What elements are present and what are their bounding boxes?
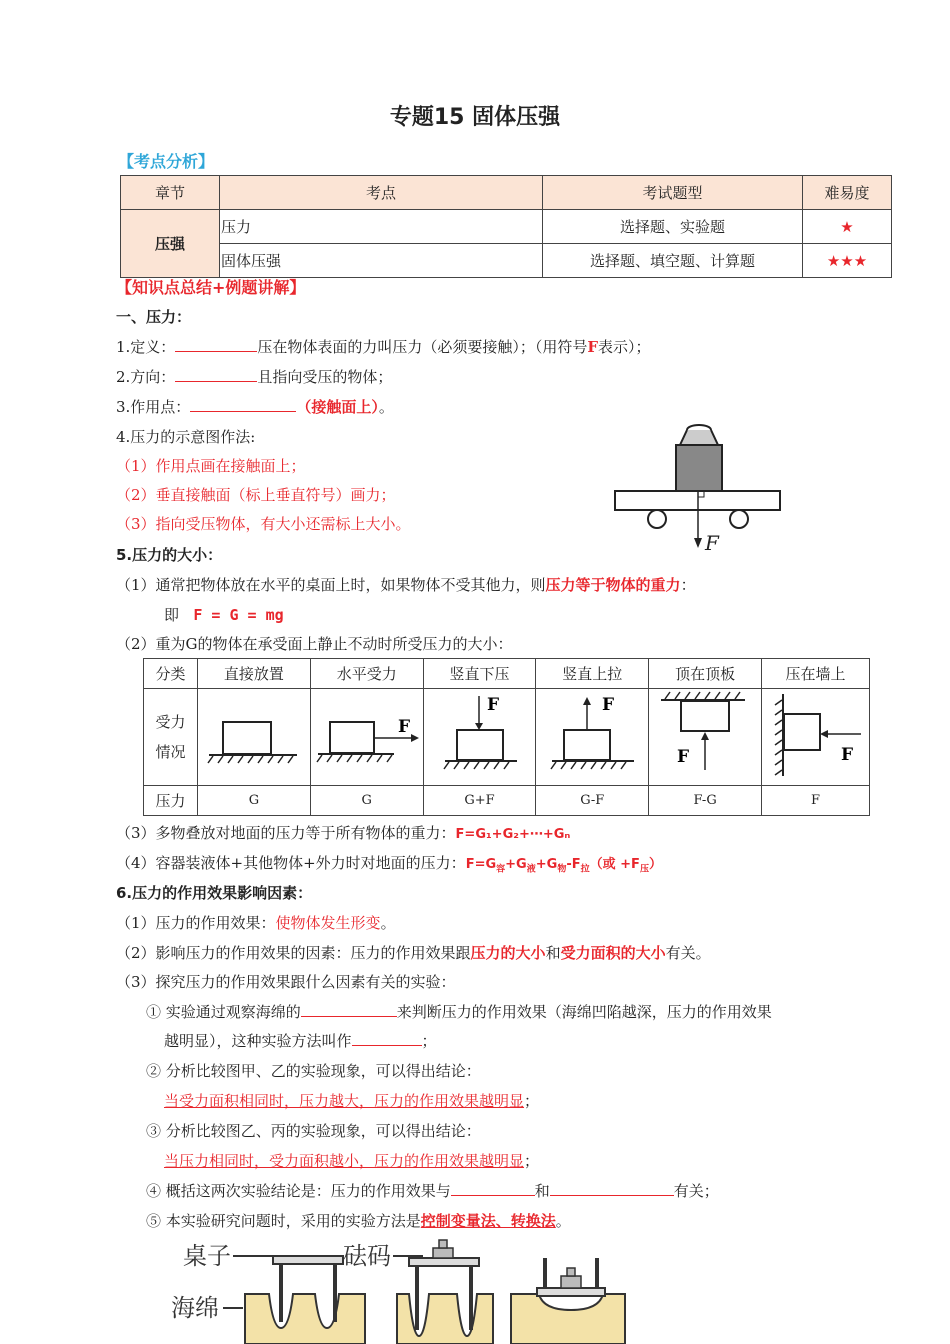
s5-1-answer: 压力等于物体的重力 bbox=[545, 576, 681, 594]
blank bbox=[550, 1181, 674, 1196]
e1-end: ； bbox=[421, 1032, 437, 1050]
difficulty-cell: ★★★ bbox=[803, 244, 892, 278]
difficulty-cell: ★ bbox=[803, 210, 892, 244]
point-answer: （接触面上） bbox=[296, 398, 379, 416]
force-label: F bbox=[705, 531, 719, 555]
analysis-row bbox=[121, 210, 892, 244]
s5-1-end: ： bbox=[680, 576, 696, 594]
e3-end: ； bbox=[524, 1152, 540, 1170]
s6-1-text: （1）压力的作用效果： bbox=[116, 914, 276, 932]
header-difficulty: 难易度 bbox=[803, 176, 892, 210]
e2-end: ； bbox=[524, 1092, 540, 1110]
direct-place-figure bbox=[201, 690, 306, 780]
s6-2-text: （2）影响压力的作用效果的因素：压力的作用效果跟 bbox=[116, 944, 471, 962]
blank bbox=[301, 1002, 397, 1017]
f: -F bbox=[566, 857, 581, 872]
analysis-heading: 【考点分析】 bbox=[118, 152, 215, 171]
exp-q2: ② 分析比较图甲、乙的实验现象，可以得出结论： bbox=[146, 1062, 481, 1080]
experiment-figure bbox=[165, 1236, 640, 1344]
point-cell: 压力 bbox=[220, 210, 543, 244]
types-cell: 选择题、实验题 bbox=[543, 210, 803, 244]
force-table bbox=[143, 658, 870, 816]
step-3: （3）指向受压物体，有大小还需标上大小。 bbox=[116, 515, 411, 533]
point-cell: 固体压强 bbox=[220, 244, 543, 278]
row-label: 分类 bbox=[144, 659, 198, 689]
container-line bbox=[116, 852, 662, 875]
s6-2-mid: 和 bbox=[545, 944, 561, 962]
step-2: （2）垂直接触面（标上垂直符号）画力； bbox=[116, 486, 396, 504]
knowledge-heading: 【知识点总结+例题讲解】 bbox=[116, 278, 306, 297]
exp-q5 bbox=[146, 1210, 571, 1231]
e4-text: ④ 概括这两次实验结论是：压力的作用效果与 bbox=[146, 1182, 451, 1200]
row-label: 压力 bbox=[144, 786, 198, 816]
s6-1-end: 。 bbox=[380, 914, 396, 932]
case-name: 压在墙上 bbox=[762, 659, 870, 689]
header-chapter: 章节 bbox=[121, 176, 220, 210]
exp-q2-answer-line bbox=[164, 1090, 539, 1111]
def-end: 表示）； bbox=[597, 338, 651, 356]
formula: F = G = mg bbox=[193, 606, 284, 624]
f: 容 bbox=[496, 864, 506, 875]
pressure-value: F-G bbox=[649, 786, 762, 816]
step-1: （1）作用点画在接触面上； bbox=[116, 457, 306, 475]
header-types: 考试题型 bbox=[543, 176, 803, 210]
f: F=G bbox=[465, 857, 497, 872]
case-header-row bbox=[144, 659, 870, 689]
e1-text: ① 实验通过观察海绵的 bbox=[146, 1003, 301, 1021]
blank bbox=[175, 337, 257, 352]
magnitude-line-1 bbox=[116, 574, 696, 595]
case-figure bbox=[649, 689, 762, 786]
pressure-value: G+F bbox=[423, 786, 536, 816]
dir-prefix: 2.方向： bbox=[116, 368, 176, 386]
analysis-header-row bbox=[121, 176, 892, 210]
weight-label: 砝码 bbox=[343, 1242, 391, 1270]
heading-pressure: 一、压力： bbox=[116, 308, 192, 326]
exp-q3: ③ 分析比较图乙、丙的实验现象，可以得出结论： bbox=[146, 1122, 481, 1140]
case-name: 竖直上拉 bbox=[536, 659, 649, 689]
pressure-diagram bbox=[612, 420, 787, 555]
magnitude-line-2: （2）重为G的物体在承受面上静止不动时所受压力的大小： bbox=[116, 635, 513, 653]
case-figure bbox=[536, 689, 649, 786]
case-figure-row bbox=[144, 689, 870, 786]
def-prefix: 1.定义： bbox=[116, 338, 176, 356]
e5-text: ⑤ 本实验研究问题时，采用的实验方法是 bbox=[146, 1212, 421, 1230]
wall-figure bbox=[763, 690, 868, 780]
s6-2-end: 有关。 bbox=[665, 944, 711, 962]
heading-effect: 6.压力的作用效果影响因素： bbox=[116, 884, 313, 902]
force-letter: F bbox=[486, 695, 500, 715]
s5-4-text: （4）容器装液体+其他物体+外力时对地面的压力： bbox=[116, 854, 466, 872]
pressure-value: G bbox=[198, 786, 311, 816]
label-part: 情况 bbox=[155, 743, 186, 761]
force-letter: F bbox=[601, 695, 614, 715]
e4-mid: 和 bbox=[534, 1182, 550, 1200]
e4-end: 有关； bbox=[673, 1182, 719, 1200]
e2-answer: 当受力面积相同时，压力越大，压力的作用效果越明显 bbox=[164, 1092, 525, 1110]
blank bbox=[451, 1181, 535, 1196]
blank bbox=[352, 1031, 422, 1046]
exp-q1 bbox=[146, 1001, 772, 1022]
f: （或 +F bbox=[589, 857, 640, 872]
pressure-value: G bbox=[310, 786, 423, 816]
pressure-value: G-F bbox=[536, 786, 649, 816]
pressure-value-row bbox=[144, 786, 870, 816]
label-part: 受力 bbox=[155, 713, 186, 731]
case-figure bbox=[310, 689, 423, 786]
case-figure bbox=[423, 689, 536, 786]
horizontal-force-figure bbox=[314, 690, 419, 780]
case-name: 水平受力 bbox=[310, 659, 423, 689]
direction-line bbox=[116, 366, 392, 387]
press-down-figure bbox=[427, 690, 532, 780]
diagram-intro: 4.压力的示意图作法: bbox=[116, 428, 256, 446]
force-letter: F bbox=[676, 747, 689, 767]
exp-q1-line2 bbox=[164, 1030, 437, 1051]
effect-line-1 bbox=[116, 912, 396, 933]
analysis-row bbox=[121, 244, 892, 278]
ceiling-figure bbox=[653, 690, 758, 780]
case-name: 竖直下压 bbox=[423, 659, 536, 689]
blank bbox=[175, 367, 257, 382]
s5-3-formula: F=G₁+G₂+⋯+Gₙ bbox=[455, 827, 571, 842]
e3-answer: 当压力相同时，受力面积越小，压力的作用效果越明显 bbox=[164, 1152, 525, 1170]
s6-1-answer: 使物体发生形变 bbox=[275, 914, 381, 932]
effect-line-2 bbox=[116, 942, 711, 963]
case-figure bbox=[198, 689, 311, 786]
e1-text: 来判断压力的作用效果（海绵凹陷越深，压力的作用效果 bbox=[396, 1003, 772, 1021]
force-letter: F bbox=[841, 745, 854, 765]
pressure-value: F bbox=[762, 786, 870, 816]
page-title: 专题15 固体压强 bbox=[389, 105, 561, 130]
s5-3-text: （3）多物叠放对地面的压力等于所有物体的重力： bbox=[116, 824, 456, 842]
f: 拉 bbox=[580, 864, 590, 875]
effect-line-3: （3）探究压力的作用效果跟什么因素有关的实验： bbox=[116, 973, 456, 991]
s5-1-text: （1）通常把物体放在水平的桌面上时，如果物体不受其他力，则 bbox=[116, 576, 546, 594]
f: +G bbox=[505, 857, 527, 872]
dir-text: 且指向受压的物体； bbox=[257, 368, 393, 386]
def-symbol: F bbox=[587, 338, 598, 356]
formula-line bbox=[164, 604, 284, 625]
header-point: 考点 bbox=[220, 176, 543, 210]
heading-magnitude: 5.压力的大小： bbox=[116, 546, 223, 564]
point-end: 。 bbox=[378, 398, 394, 416]
s5-4-formula bbox=[465, 857, 662, 875]
exp-q3-answer-line bbox=[164, 1150, 539, 1171]
chapter-cell: 压强 bbox=[121, 210, 220, 278]
case-name: 顶在顶板 bbox=[649, 659, 762, 689]
f: 物 bbox=[557, 864, 567, 875]
e5-answer: 控制变量法、转换法 bbox=[420, 1212, 556, 1230]
s6-2-answer: 受力面积的大小 bbox=[560, 944, 666, 962]
types-cell: 选择题、填空题、计算题 bbox=[543, 244, 803, 278]
case-figure bbox=[762, 689, 870, 786]
stacked-objects-line bbox=[116, 822, 570, 843]
f: 液 bbox=[526, 864, 536, 875]
sponge-label: 海绵 bbox=[171, 1294, 219, 1322]
f: 压 bbox=[639, 864, 649, 875]
exp-q4 bbox=[146, 1180, 719, 1201]
f: ） bbox=[648, 857, 662, 872]
formula-prefix: 即 bbox=[164, 606, 180, 624]
row-label bbox=[144, 689, 198, 786]
case-name: 直接放置 bbox=[198, 659, 311, 689]
action-point-line bbox=[116, 396, 394, 417]
s6-2-answer: 压力的大小 bbox=[470, 944, 546, 962]
definition-line bbox=[116, 336, 651, 357]
def-text: 压在物体表面的力叫压力（必须要接触）；（用符号 bbox=[257, 338, 588, 356]
e1-text: 越明显），这种实验方法叫作 bbox=[164, 1032, 352, 1050]
point-prefix: 3.作用点： bbox=[116, 398, 191, 416]
pull-up-figure bbox=[540, 690, 645, 780]
force-letter: F bbox=[398, 717, 411, 737]
analysis-table bbox=[120, 175, 892, 278]
blank bbox=[190, 397, 296, 412]
f: +G bbox=[535, 857, 558, 872]
table-label: 桌子 bbox=[183, 1242, 231, 1270]
e5-end: 。 bbox=[555, 1212, 571, 1230]
